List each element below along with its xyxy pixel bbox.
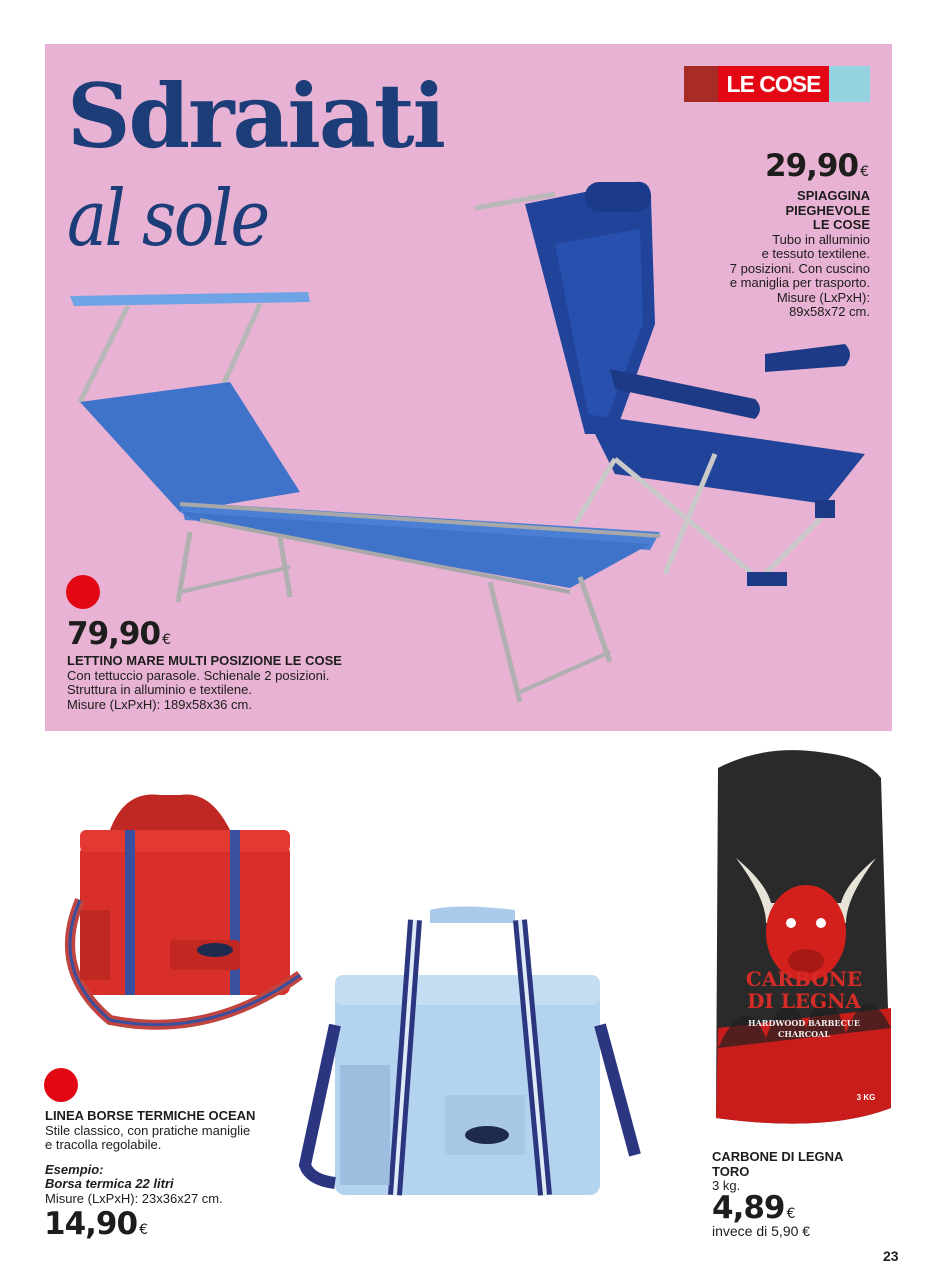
charcoal-bag-sublabel: CHARCOAL xyxy=(778,1029,830,1039)
headline-title: Sdraiati xyxy=(67,64,444,168)
bags-desc-line: Stile classico, con pratiche maniglie xyxy=(45,1122,251,1138)
chair-description xyxy=(730,189,870,320)
bags-description xyxy=(45,1109,255,1206)
chair-desc-line: 89x58x72 cm. xyxy=(789,304,870,319)
bags-price: 14,90 € xyxy=(44,1206,147,1242)
le-cose-logo xyxy=(684,66,870,102)
lounger-desc-line: Con tettuccio parasole. Schienale 2 posizioni. xyxy=(67,667,330,683)
charcoal-bag-label: CARBONE xyxy=(745,967,863,991)
lounger-title: LETTINO MARE MULTI POSIZIONE LE COSE xyxy=(67,653,342,668)
red-cooler-bag-image xyxy=(70,790,310,1040)
coal-description xyxy=(712,1150,843,1194)
coal-weight: 3 kg. xyxy=(712,1178,741,1193)
chair-title-line: LE COSE xyxy=(812,217,870,232)
le-cose-logo-text: LE COSE xyxy=(718,66,829,102)
charcoal-bag-sublabel: HARDWOOD BARBECUE xyxy=(748,1018,860,1028)
bags-size: Misure (LxPxH): 23x36x27 cm. xyxy=(45,1190,223,1206)
chair-desc-line: 7 posizioni. Con cuscino xyxy=(729,260,870,276)
page-number: 23 xyxy=(883,1248,899,1264)
chair-desc-line: Tubo in alluminio xyxy=(772,231,870,247)
lounger-badge-dot xyxy=(66,575,100,609)
lounger-desc-line: Struttura in alluminio e textilene. xyxy=(67,682,252,697)
coal-price: 4,89 € xyxy=(712,1190,795,1226)
coal-previous-price: invece di 5,90 € xyxy=(712,1223,811,1239)
bags-desc-line: e tracolla regolabile. xyxy=(45,1137,162,1152)
charcoal-bag-weight: 3 KG xyxy=(856,1093,876,1102)
bags-title: LINEA BORSE TERMICHE OCEAN xyxy=(45,1108,256,1123)
chair-desc-line: Misure (LxPxH): xyxy=(776,289,870,305)
chair-title-line: PIEGHEVOLE xyxy=(785,202,870,218)
chair-title-line: SPIAGGINA xyxy=(797,188,870,203)
coal-title-line: TORO xyxy=(712,1163,750,1179)
chair-price: 29,90 € xyxy=(765,148,868,184)
bags-example-label: Esempio: xyxy=(45,1161,104,1177)
chair-desc-line: e maniglia per trasporto. xyxy=(729,275,870,290)
lounger-price: 79,90 € xyxy=(67,616,170,652)
lounger-description xyxy=(67,654,342,712)
bags-badge-dot xyxy=(44,1068,78,1102)
headline-subtitle: al sole xyxy=(67,174,268,264)
coal-title-line: CARBONE DI LEGNA xyxy=(712,1149,844,1164)
bags-example-product: Borsa termica 22 litri xyxy=(45,1176,174,1191)
charcoal-bag-label: DI LEGNA xyxy=(747,989,861,1013)
light-blue-cooler-bag-image xyxy=(295,905,645,1205)
charcoal-bag-image xyxy=(706,748,896,1133)
chair-desc-line: e tessuto textilene. xyxy=(761,246,870,261)
hero-panel xyxy=(45,44,892,731)
lounger-desc-line: Misure (LxPxH): 189x58x36 cm. xyxy=(67,696,252,712)
